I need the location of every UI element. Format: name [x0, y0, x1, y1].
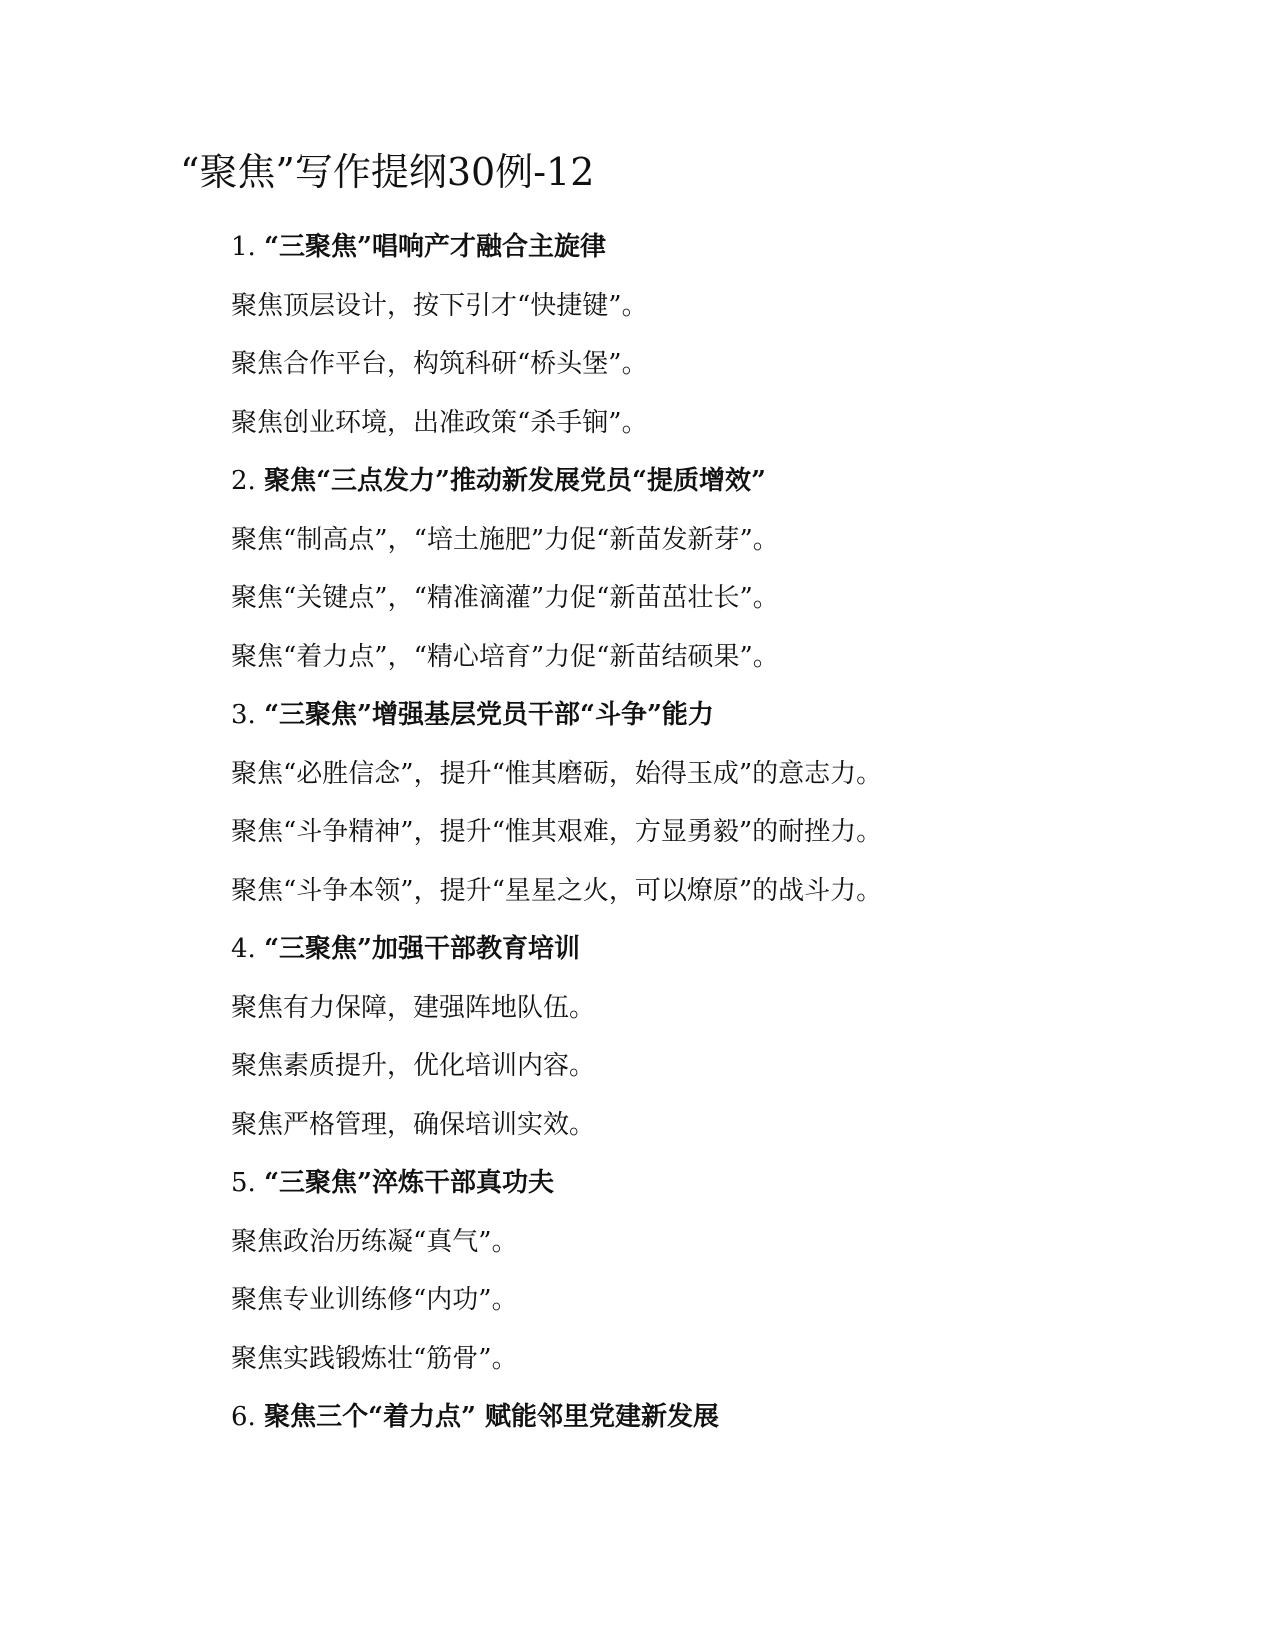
document-title: “聚焦”写作提纲30例-12 — [180, 150, 595, 194]
section-line: 聚焦严格管理，确保培训实效。 — [231, 1109, 596, 1140]
section-number: 6. — [231, 1402, 256, 1432]
section-line: 聚焦合作平台，构筑科研“桥头堡”。 — [231, 349, 648, 379]
section-5 — [231, 1158, 1231, 1392]
section-heading — [231, 690, 1231, 749]
section-heading-text: “三聚焦”淬炼干部真功夫 — [264, 1168, 554, 1198]
section-heading — [231, 456, 1231, 515]
section-line: 聚焦专业训练修“内功”。 — [231, 1285, 518, 1315]
section-line: 聚焦素质提升，优化培训内容。 — [231, 1051, 596, 1081]
section-number: 3. — [231, 700, 256, 730]
section-line: 聚焦“制高点”，“培土施肥”力促“新苗发新芽”。 — [231, 524, 779, 555]
section-line: 聚焦顶层设计，按下引才“快捷键”。 — [231, 290, 648, 321]
section-line: 聚焦“着力点”，“精心培育”力促“新苗结硕果”。 — [231, 641, 779, 672]
section-line: 聚焦“斗争精神”，提升“惟其艰难，方显勇毅”的耐挫力。 — [231, 817, 883, 847]
section-heading — [231, 1392, 1231, 1451]
section-number: 4. — [231, 934, 256, 964]
section-number: 2. — [231, 466, 256, 496]
section-line: 聚焦“关键点”，“精准滴灌”力促“新苗茁壮长”。 — [231, 583, 779, 613]
section-heading — [231, 1158, 1231, 1217]
section-line: 聚焦“斗争本领”，提升“星星之火，可以燎原”的战斗力。 — [231, 875, 883, 906]
section-line: 聚焦“必胜信念”，提升“惟其磨砺，始得玉成”的意志力。 — [231, 758, 883, 789]
section-line: 聚焦实践锻炼壮“筋骨”。 — [231, 1343, 518, 1374]
section-heading-text: 聚焦“三点发力”推动新发展党员“提质增效” — [264, 466, 766, 496]
section-1 — [231, 222, 1231, 456]
section-number: 5. — [231, 1168, 256, 1198]
section-heading — [231, 924, 1231, 983]
section-2 — [231, 456, 1231, 690]
section-6 — [231, 1392, 1231, 1451]
section-heading-text: “三聚焦”加强干部教育培训 — [264, 934, 580, 964]
section-heading-text: 聚焦三个“着力点” 赋能邻里党建新发展 — [264, 1402, 720, 1432]
section-heading-text: “三聚焦”唱响产才融合主旋律 — [264, 232, 606, 262]
section-heading — [231, 222, 1231, 281]
section-4 — [231, 924, 1231, 1158]
section-line: 聚焦创业环境，出准政策“杀手锏”。 — [231, 407, 648, 438]
section-line: 聚焦政治历练凝“真气”。 — [231, 1226, 518, 1257]
section-line: 聚焦有力保障，建强阵地队伍。 — [231, 992, 596, 1023]
document-body — [231, 222, 1231, 1451]
section-3 — [231, 690, 1231, 924]
section-heading-text: “三聚焦”增强基层党员干部“斗争”能力 — [264, 700, 714, 730]
section-number: 1. — [231, 232, 256, 262]
